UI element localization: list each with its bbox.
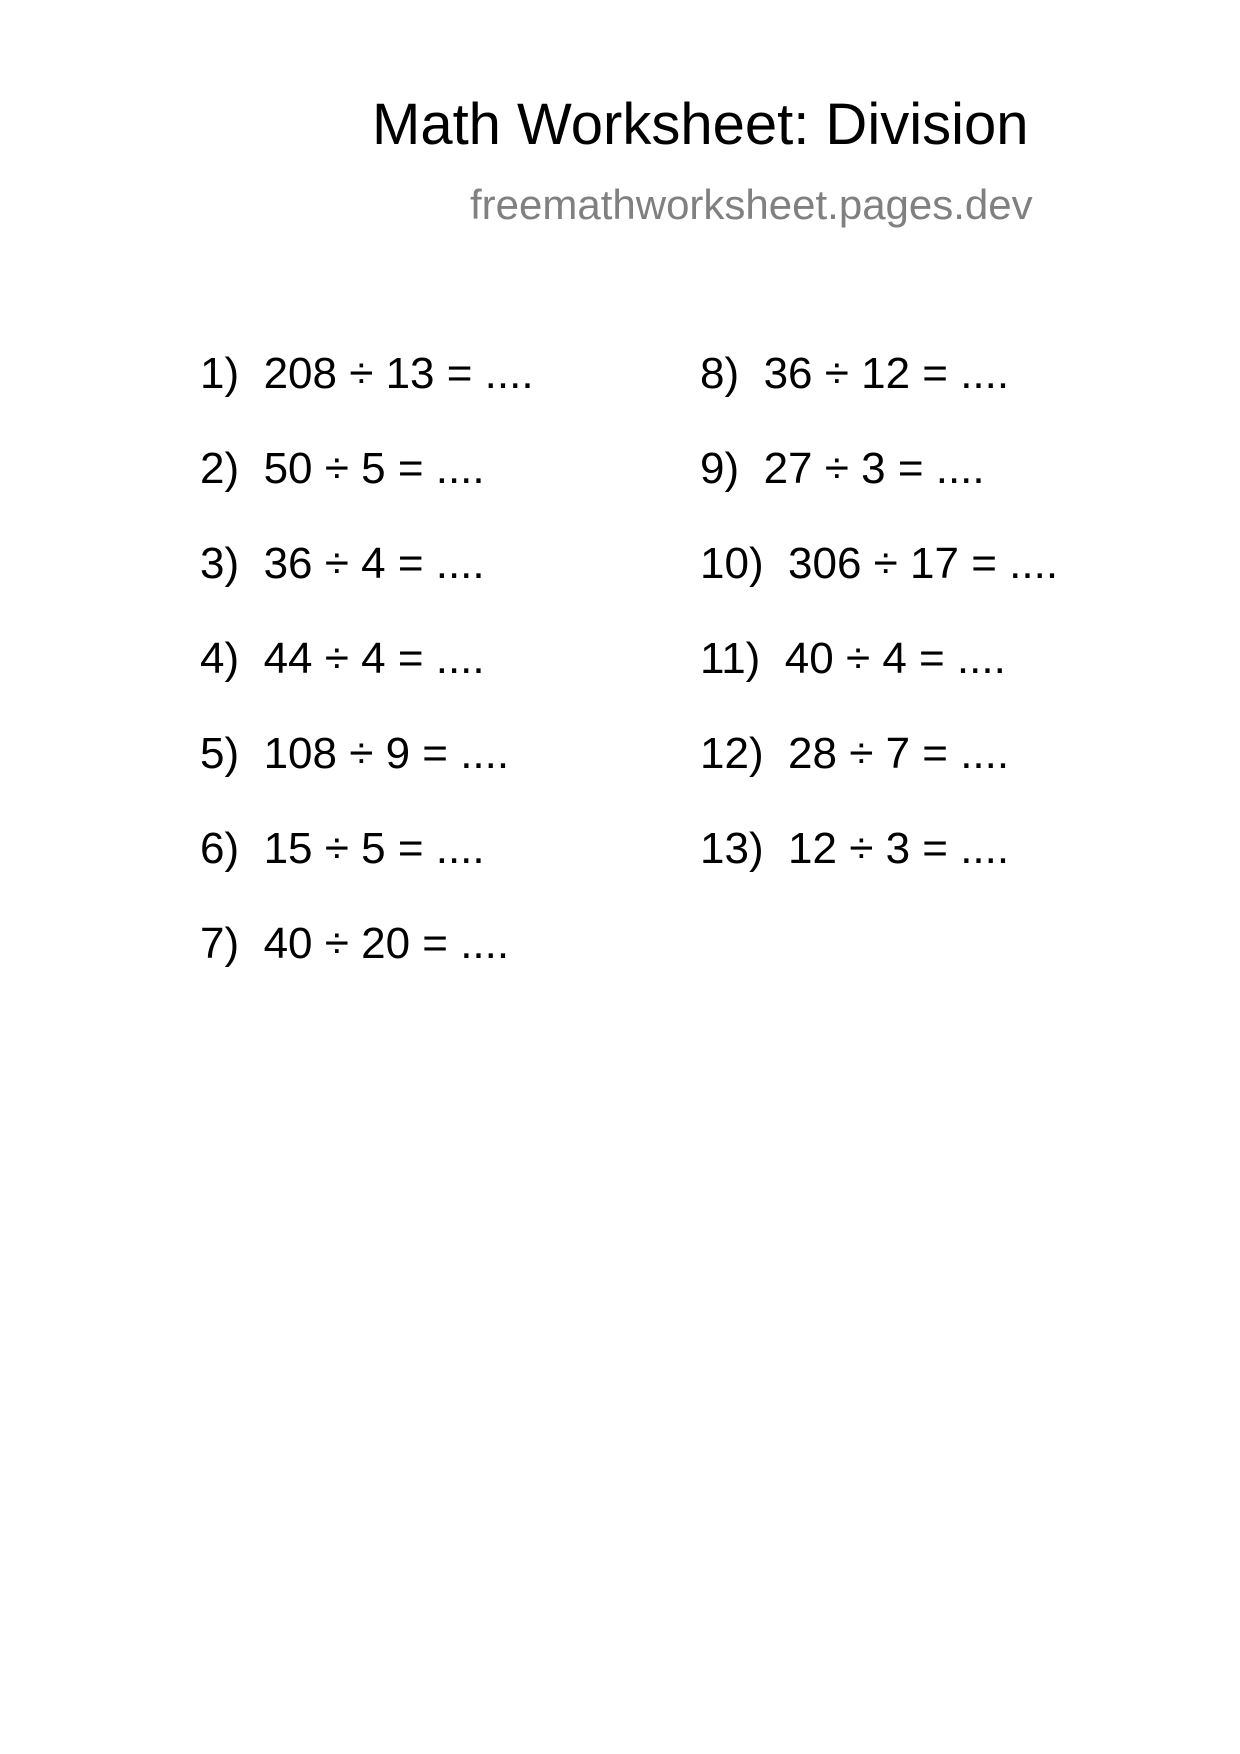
problem-expression: 40 ÷ 4 = .... (784, 634, 1006, 683)
problem-expression: 40 ÷ 20 = .... (263, 919, 510, 968)
problem-6 (200, 824, 700, 922)
problem-1 (200, 349, 700, 447)
problem-expression: 44 ÷ 4 = .... (263, 634, 485, 683)
problem-number: 13) (700, 824, 764, 873)
problem-expression: 108 ÷ 9 = .... (263, 729, 510, 778)
problem-expression: 306 ÷ 17 = .... (788, 539, 1059, 588)
problem-10 (700, 539, 1200, 637)
problem-12 (700, 729, 1200, 827)
problem-column-right (700, 349, 1200, 922)
page-subtitle: freemathworksheet.pages.dev (470, 181, 1033, 228)
problem-number: 5) (200, 729, 240, 778)
problem-number: 7) (200, 919, 240, 968)
problem-11 (700, 634, 1200, 732)
problem-number: 9) (700, 444, 740, 493)
problem-number: 6) (200, 824, 240, 873)
problem-13 (700, 824, 1200, 922)
problem-7 (200, 919, 700, 1017)
problem-8 (700, 349, 1200, 447)
problem-9 (700, 444, 1200, 542)
problem-number: 10) (700, 539, 764, 588)
problem-number: 12) (700, 729, 764, 778)
problem-number: 11) (700, 634, 761, 683)
problem-expression: 15 ÷ 5 = .... (263, 824, 485, 873)
problem-number: 2) (200, 444, 240, 493)
problem-expression: 28 ÷ 7 = .... (788, 729, 1010, 778)
problem-column-left (200, 349, 700, 1017)
problem-number: 1) (200, 349, 240, 398)
problem-expression: 208 ÷ 13 = .... (263, 349, 534, 398)
page-title: Math Worksheet: Division (372, 92, 1029, 157)
problem-2 (200, 444, 700, 542)
problem-4 (200, 634, 700, 732)
problem-expression: 12 ÷ 3 = .... (788, 824, 1010, 873)
problem-expression: 36 ÷ 4 = .... (263, 539, 485, 588)
problem-number: 4) (200, 634, 240, 683)
problem-expression: 50 ÷ 5 = .... (263, 444, 485, 493)
problem-5 (200, 729, 700, 827)
problem-expression: 36 ÷ 12 = .... (763, 349, 1010, 398)
problem-number: 8) (700, 349, 740, 398)
problem-3 (200, 539, 700, 637)
problem-expression: 27 ÷ 3 = .... (763, 444, 985, 493)
problem-number: 3) (200, 539, 240, 588)
